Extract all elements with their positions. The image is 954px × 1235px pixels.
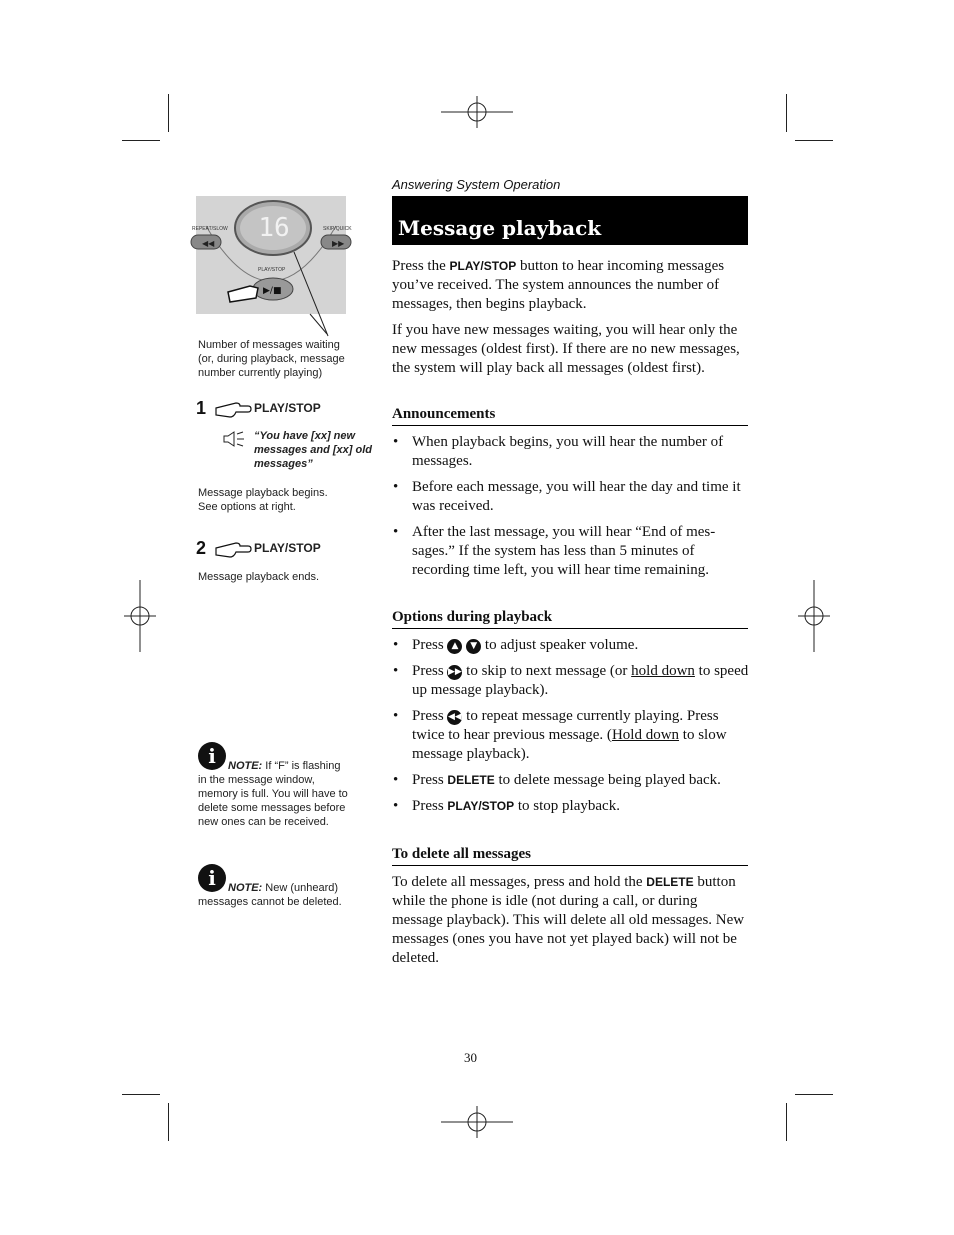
section-label: Answering System Operation <box>392 177 561 192</box>
play-stop-label: PLAY/STOP <box>258 267 286 273</box>
step1-label: PLAY/STOP <box>254 401 321 415</box>
list-item <box>392 771 752 790</box>
list-item <box>392 636 752 655</box>
skip-text-end: to speed up message playback). <box>412 663 749 698</box>
note1-label: NOTE: <box>228 760 263 772</box>
rewind-icon: ◀◀ <box>447 710 462 725</box>
info-icon: i <box>198 742 226 770</box>
volume-text: to adjust speaker volume. <box>484 637 639 653</box>
note-unheard <box>198 881 350 909</box>
step2-description: Message playback ends. <box>198 571 320 583</box>
delete-key: DELETE <box>447 773 495 787</box>
delete-text: to delete message being played back. <box>498 772 721 788</box>
up-arrow-icon: ▲ <box>447 639 462 654</box>
note2-text: New (unheard) messages cannot be deleted. <box>198 882 342 908</box>
registration-mark-left <box>124 600 156 632</box>
delete-all-heading: To delete all messages <box>392 846 748 866</box>
press-text: Press <box>412 798 444 814</box>
repeat-text: to repeat message currently playing. Press twice to hear previous message. ( <box>412 708 719 743</box>
step1-description: Message playback begins. See options at right. <box>198 487 328 513</box>
note1-text: If “F” is flashing in the message window, memory is full. You will have to delete some messages before new ones can be received. <box>198 760 348 828</box>
announcements-list <box>392 433 752 587</box>
delete-text-a: To delete all messages, press and hold the <box>392 874 643 890</box>
registration-mark-bottom <box>461 1106 493 1138</box>
press-text: Press <box>412 637 444 653</box>
delete-key: DELETE <box>646 875 694 889</box>
delete-text-b: button while the phone is idle (not during a call, or during message playback). This will delete all old messages. New messages (ones you have not yet played back) will not be deleted. <box>392 874 745 966</box>
list-item <box>392 662 752 700</box>
intro-text-b: button to hear incoming messages you’ve received. The system announces the number of messages, then begins playback. <box>392 258 725 312</box>
repeat-text-end: to slow message playback). <box>412 727 727 762</box>
skip-text: to skip to next message (or <box>466 663 628 679</box>
pointing-hand-icon <box>214 400 252 418</box>
down-arrow-icon: ▼ <box>466 639 481 654</box>
options-list <box>392 636 752 823</box>
repeat-slow-label: REPEAT/SLOW <box>192 226 228 232</box>
intro-paragraph-1 <box>392 257 752 314</box>
svg-text:▶/■: ▶/■ <box>263 286 282 296</box>
press-text: Press <box>412 708 444 724</box>
list-item: • When playback begins, you will hear the number of messages. <box>392 433 752 471</box>
intro-paragraph-2: If you have new messages waiting, you will hear only the new messages (oldest first). If there are no new messages, the system will play back all messages (oldest first). <box>392 322 740 376</box>
list-item: • Before each message, you will hear the day and time it was received. <box>392 478 752 516</box>
stop-text: to stop playback. <box>517 798 620 814</box>
pointing-hand-icon <box>214 540 252 558</box>
list-item <box>392 797 752 816</box>
info-icon: i <box>198 864 226 892</box>
svg-text:▶▶: ▶▶ <box>332 239 345 248</box>
pointer-line <box>310 314 330 336</box>
step2-label: PLAY/STOP <box>254 541 321 555</box>
registration-mark-top <box>461 96 493 128</box>
note-memory-full <box>198 759 350 829</box>
display-value: 16 <box>258 213 290 243</box>
options-heading: Options during playback <box>392 609 748 629</box>
list-item: • After the last message, you will hear “End of mes-sages.” If the system has less than 5 minutes of recording time left, you will hear time remaining. <box>392 523 752 580</box>
press-text: Press <box>412 772 444 788</box>
page-title: Message playback <box>398 216 602 240</box>
announcements-heading: Announcements <box>392 406 748 426</box>
page-number: 30 <box>464 1050 477 1065</box>
press-text: Press <box>412 663 444 679</box>
delete-all-paragraph <box>392 873 750 968</box>
list-item <box>392 707 752 764</box>
display-caption: Number of messages waiting (or, during playback, message number currently playing) <box>198 339 345 379</box>
title-bar <box>392 196 748 245</box>
play-stop-key: PLAY/STOP <box>449 259 517 273</box>
speaker-icon <box>222 430 246 448</box>
hold-down-text: hold down <box>631 663 695 679</box>
step1-voice-prompt: “You have [xx] new messages and [xx] old messages” <box>254 430 372 470</box>
play-stop-key: PLAY/STOP <box>447 799 515 813</box>
hold-down-text: Hold down <box>611 727 680 743</box>
intro-text-a: Press the <box>392 258 446 274</box>
skip-forward-icon: ▶▶ <box>447 665 462 680</box>
note2-label: NOTE: <box>228 882 263 894</box>
svg-text:◀◀: ◀◀ <box>202 239 215 248</box>
skip-quick-label: SKIP/QUICK <box>323 226 352 232</box>
step2-number: 2 <box>196 538 207 558</box>
step1-number: 1 <box>196 398 207 418</box>
registration-mark-right <box>798 600 830 632</box>
device-illustration <box>192 196 352 314</box>
